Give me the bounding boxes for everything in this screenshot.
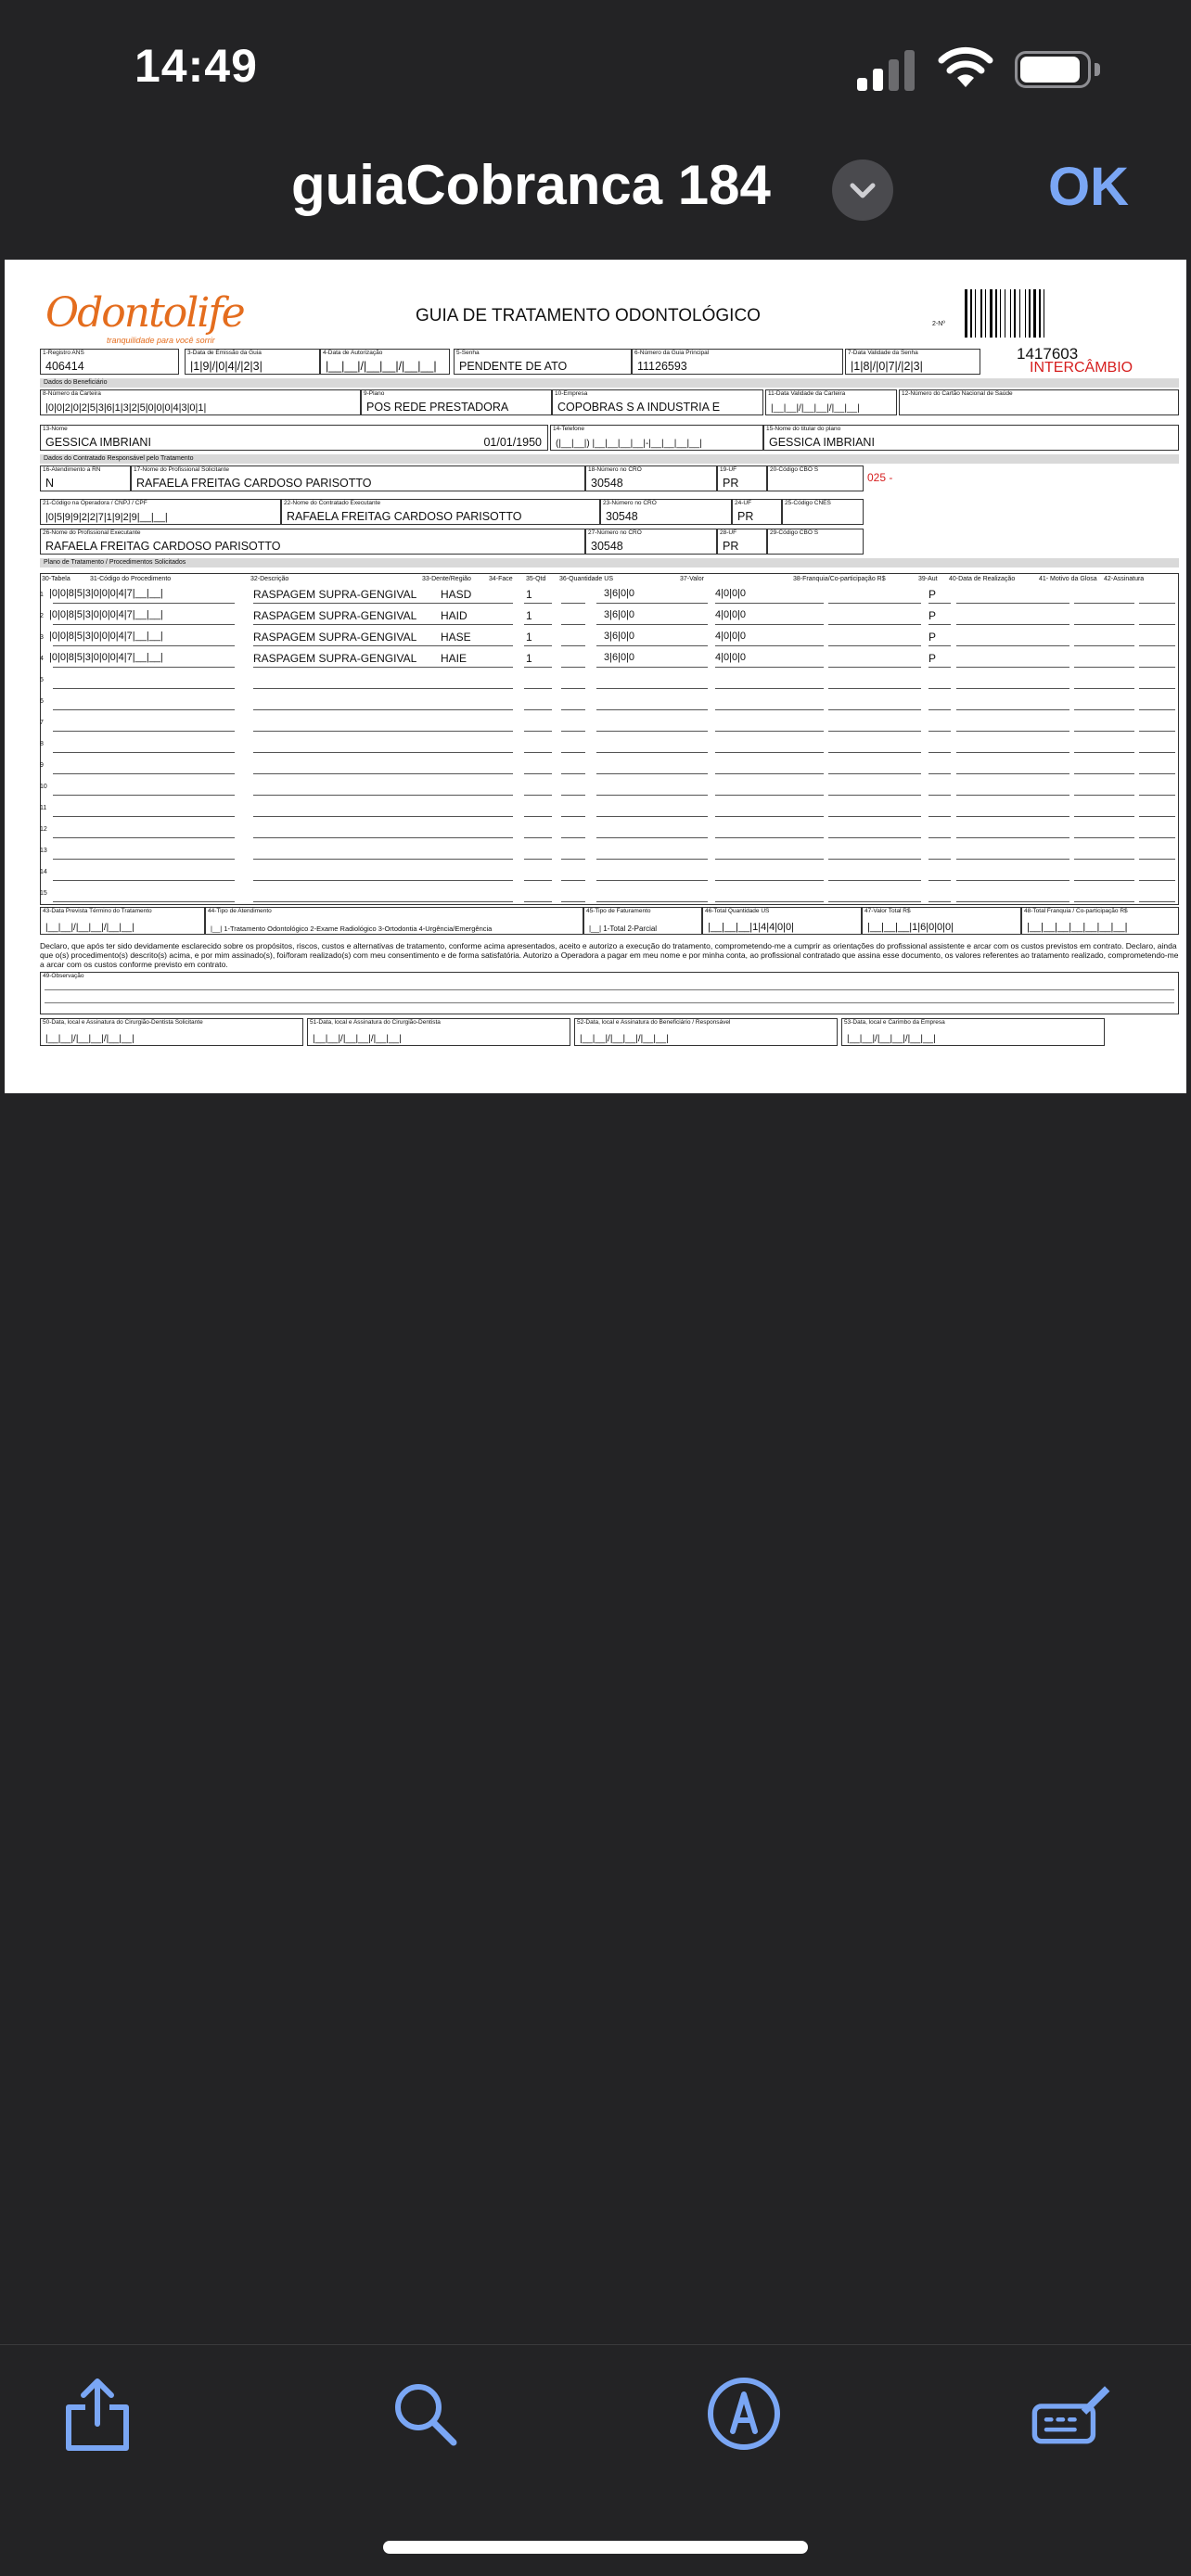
odontolife-logo: Odontolife bbox=[45, 289, 244, 337]
descricao: RASPAGEM SUPRA-GENGIVAL bbox=[253, 588, 417, 601]
wifi-icon bbox=[937, 46, 994, 89]
cellular-signal-icon bbox=[857, 48, 916, 91]
atendimento-rn-field: 16-Atendimento a RN N bbox=[40, 465, 131, 491]
row-number: 10 bbox=[40, 784, 47, 790]
tipo-faturamento-field: 45-Tipo de Faturamento |__| 1-Total 2-Parcial bbox=[583, 907, 702, 935]
assinatura-solicitante-field: 50-Data, local e Assinatura do Cirurgião-Dentista Solicitante |__|__|/|__|__|/|__|__| bbox=[40, 1018, 303, 1046]
quantidade-us: 3|6|0|0 bbox=[604, 631, 635, 642]
carimbo-empresa-field: 53-Data, local e Carimbo da Empresa |__|__|/|__|__|/|__|__| bbox=[841, 1018, 1105, 1046]
ok-button[interactable]: OK bbox=[1048, 157, 1129, 217]
tipo-atendimento-field: 44-Tipo de Atendimento |__| 1-Tratamento Odontológico 2-Exame Radiológico 3-Ortodontia 4-Urgência/Emergência bbox=[205, 907, 583, 935]
data-autorizacao-field: 4-Data de Autorização |__|__|/|__|__|/|__|__| bbox=[320, 349, 450, 375]
guia-principal-field: 6-Número da Guia Principal 11126593 bbox=[632, 349, 843, 375]
table-row bbox=[40, 863, 1179, 884]
uf-contratado-field: 24-UF PR bbox=[732, 499, 782, 525]
markup-icon[interactable] bbox=[702, 2372, 786, 2455]
total-us-field: 46-Total Quantidade US |__|__|__|1|4|4|0|0| bbox=[702, 907, 862, 935]
document-page[interactable] bbox=[5, 260, 1186, 1093]
proc-header: 34-Face bbox=[489, 576, 513, 582]
proc-header: 36-Quantidade US bbox=[559, 576, 613, 582]
cro-contratado-field: 23-Número no CRO 30548 bbox=[600, 499, 732, 525]
row-number: 5 bbox=[40, 677, 44, 683]
cartao-nacional-field: 12-Número do Cartão Nacional de Saúde bbox=[899, 389, 1179, 415]
valor: 4|0|0|0 bbox=[715, 609, 747, 620]
valor: 4|0|0|0 bbox=[715, 588, 747, 599]
validade-carteira-field: 11-Data Validade da Carteira |__|__|/|__|__|/|__|__| bbox=[765, 389, 897, 415]
descricao: RASPAGEM SUPRA-GENGIVAL bbox=[253, 631, 417, 644]
row-number: 9 bbox=[40, 762, 44, 769]
telefone-field: 14-Telefone (|__|__|) |__|__|__|__|-|__|__|__|__| bbox=[550, 425, 763, 451]
cro-executante-field: 27-Número no CRO 30548 bbox=[585, 529, 717, 555]
autorizacao: P bbox=[928, 631, 937, 644]
proc-header: 33-Dente/Região bbox=[422, 576, 471, 582]
annotate-icon[interactable] bbox=[1030, 2372, 1113, 2455]
table-row bbox=[40, 650, 1179, 670]
barcode-bar bbox=[990, 289, 992, 338]
barcode-bar bbox=[965, 289, 967, 338]
barcode-bar bbox=[975, 289, 976, 338]
proc-header: 32-Descrição bbox=[250, 576, 289, 582]
section-contratado: Dados do Contratado Responsável pelo Tratamento bbox=[40, 454, 1179, 464]
toolbar-divider bbox=[0, 2344, 1191, 2345]
row-number: 11 bbox=[40, 805, 47, 811]
cnes-field: 25-Código CNES bbox=[782, 499, 864, 525]
profissional-solicitante-field: 17-Nome do Profissional Solicitante RAFAELA FREITAG CARDOSO PARISOTTO bbox=[131, 465, 585, 491]
quantidade: 1 bbox=[526, 609, 532, 622]
empresa-field: 10-Empresa COPOBRAS S A INDUSTRIA E bbox=[552, 389, 763, 415]
chevron-down-icon bbox=[832, 159, 893, 221]
barcode-bar bbox=[970, 289, 972, 338]
intercambio-label: INTERCÂMBIO bbox=[1030, 360, 1133, 376]
barcode-bar bbox=[1000, 289, 1001, 338]
proc-header: 42-Assinatura bbox=[1104, 576, 1145, 582]
table-row bbox=[40, 799, 1179, 820]
table-row bbox=[40, 778, 1179, 798]
barcode-bar bbox=[1025, 289, 1026, 338]
guide-number-label: 2-Nº bbox=[932, 321, 945, 327]
dente-regiao: HAIE bbox=[441, 652, 467, 665]
assinatura-dentista-field: 51-Data, local e Assinatura do Cirurgião-Dentista |__|__|/|__|__|/|__|__| bbox=[307, 1018, 570, 1046]
share-icon[interactable] bbox=[56, 2372, 139, 2455]
row-number: 8 bbox=[40, 741, 44, 747]
barcode-bar bbox=[1014, 289, 1016, 338]
table-row bbox=[40, 714, 1179, 734]
registro-ans-field: 1-Registro ANS 406414 bbox=[40, 349, 179, 375]
valor: 4|0|0|0 bbox=[715, 631, 747, 642]
table-row bbox=[40, 586, 1179, 606]
cbo-solicitante-field: 20-Código CBO S bbox=[767, 465, 864, 491]
uf-executante-field: 28-UF PR bbox=[717, 529, 767, 555]
row-number: 7 bbox=[40, 720, 44, 726]
data-prevista-field: 43-Data Prevista Término do Tratamento |__|__|/|__|__|/|__|__| bbox=[40, 907, 205, 935]
table-row bbox=[40, 821, 1179, 841]
declaration-text: Declaro, que após ter sido devidamente esclarecido sobre os propósitos, riscos, custos e alternativas de tratamento, conforme acima apresentados, aceito e autorizo a execução do tratamento, comprometendo-me a cumprir as orientações do profissional assistente e arcar com os custos previstos em contrato. Declaro, ainda que o(s) procedimento(s) descrito(s) acima, e por mim assinado(s), foi/foram realizado(s) com meu consentimento e de forma satisfatória. Autorizo a Operadora a pagar em meu nome e por minha conta, ao profissional contratado que assina esse documento, os valores referentes ao tratamento realizado, comprometendo-me a arcar com os custos conforme previsto em contrato. bbox=[40, 941, 1179, 969]
quantidade-us: 3|6|0|0 bbox=[604, 652, 635, 663]
contratado-executante-field: 22-Nome do Contratado Executante RAFAELA FREITAG CARDOSO PARISOTTO bbox=[281, 499, 600, 525]
search-icon[interactable] bbox=[383, 2372, 467, 2455]
cbo-executante-field: 29-Código CBO S bbox=[767, 529, 864, 555]
dente-regiao: HAID bbox=[441, 609, 467, 622]
plano-field: 9-Plano POS REDE PRESTADORA bbox=[361, 389, 552, 415]
dente-regiao: HASD bbox=[441, 588, 472, 601]
cro-solicitante-field: 18-Número no CRO 30548 bbox=[585, 465, 717, 491]
dente-regiao: HASE bbox=[441, 631, 471, 644]
row-number: 15 bbox=[40, 890, 47, 897]
quantidade: 1 bbox=[526, 588, 532, 601]
row-number: 2 bbox=[40, 613, 44, 619]
valor: 4|0|0|0 bbox=[715, 652, 747, 663]
proc-header: 38-Franquia/Co-participação R$ bbox=[793, 576, 886, 582]
descricao: RASPAGEM SUPRA-GENGIVAL bbox=[253, 652, 417, 665]
numero-carteira-field: 8-Número da Carteira |0|0|2|0|2|5|3|6|1|3|2|5|0|0|0|4|3|0|1| bbox=[40, 389, 361, 415]
autorizacao: P bbox=[928, 652, 937, 665]
senha-field: 5-Senha PENDENTE DE ATO bbox=[454, 349, 632, 375]
table-row bbox=[40, 735, 1179, 756]
valor-total-field: 47-Valor Total R$ |__|__|__|1|6|0|0|0| bbox=[862, 907, 1021, 935]
red-code: 025 - bbox=[867, 471, 893, 484]
autorizacao: P bbox=[928, 609, 937, 622]
section-beneficiario: Dados do Beneficiário bbox=[40, 378, 1179, 388]
quantidade: 1 bbox=[526, 652, 532, 665]
quantidade: 1 bbox=[526, 631, 532, 644]
title-menu-button[interactable] bbox=[832, 159, 893, 221]
nome-field: 13-Nome GESSICA IMBRIANI 01/01/1950 bbox=[40, 425, 548, 451]
status-time: 14:49 bbox=[134, 40, 258, 92]
proc-header: 30-Tabela bbox=[42, 576, 70, 582]
barcode-bar bbox=[1019, 289, 1020, 338]
home-indicator bbox=[383, 2541, 808, 2554]
validade-senha-field: 7-Data Validade da Senha |1|8|/|0|7|/|2|3| bbox=[845, 349, 980, 375]
observacao-field: 49-Observação bbox=[40, 972, 1179, 1014]
barcode-bar bbox=[1033, 289, 1036, 338]
form-title: GUIA DE TRATAMENTO ODONTOLÓGICO bbox=[416, 306, 761, 325]
proc-header: 41- Motivo da Glosa bbox=[1039, 576, 1097, 582]
logo-tagline: tranquilidade para você sorrir bbox=[107, 336, 215, 345]
table-row bbox=[40, 885, 1179, 905]
codigo-procedimento: |0|0|8|5|3|0|0|0|4|7|__|__| bbox=[49, 652, 163, 663]
uf-solicitante-field: 19-UF PR bbox=[717, 465, 767, 491]
codigo-operadora-field: 21-Código na Operadora / CNPJ / CPF |0|5|9|9|2|2|7|1|9|2|9|__|__| bbox=[40, 499, 281, 525]
row-number: 13 bbox=[40, 848, 47, 854]
proc-header: 40-Data de Realização bbox=[949, 576, 1016, 582]
codigo-procedimento: |0|0|8|5|3|0|0|0|4|7|__|__| bbox=[49, 631, 163, 642]
barcode-bar bbox=[985, 289, 986, 338]
proc-header: 39-Aut bbox=[918, 576, 938, 582]
barcode-bar bbox=[995, 289, 997, 338]
row-number: 3 bbox=[40, 634, 44, 641]
data-emissao-field: 3-Data de Emissão da Guia |1|9|/|0|4|/|2|3| bbox=[185, 349, 320, 375]
row-number: 6 bbox=[40, 698, 44, 705]
document-title: guiaCobranca 184 bbox=[291, 154, 771, 216]
barcode bbox=[965, 289, 1076, 338]
table-row bbox=[40, 629, 1179, 649]
row-number: 14 bbox=[40, 869, 47, 875]
section-plano: Plano de Tratamento / Procedimentos Solicitados bbox=[40, 558, 1179, 567]
table-row bbox=[40, 671, 1179, 692]
row-number: 4 bbox=[40, 656, 44, 662]
table-row bbox=[40, 842, 1179, 862]
table-row bbox=[40, 607, 1179, 628]
assinatura-beneficiario-field: 52-Data, local e Assinatura do Beneficiário / Responsável |__|__|/|__|__|/|__|__| bbox=[574, 1018, 838, 1046]
guide-number: 1417603 bbox=[1017, 345, 1079, 363]
table-row bbox=[40, 757, 1179, 777]
descricao: RASPAGEM SUPRA-GENGIVAL bbox=[253, 609, 417, 622]
row-number: 1 bbox=[40, 592, 44, 598]
table-row bbox=[40, 693, 1179, 713]
barcode-bar bbox=[1029, 289, 1031, 338]
total-franquia-field: 48-Total Franquia / Co-participação R$ |__|__|__|__|__|__|__| bbox=[1021, 907, 1179, 935]
proc-header: 35-Qtd bbox=[526, 576, 546, 582]
proc-header: 31-Código do Procedimento bbox=[90, 576, 172, 582]
profissional-executante-field: 26-Nome do Profissional Executante RAFAELA FREITAG CARDOSO PARISOTTO bbox=[40, 529, 585, 555]
barcode-bar bbox=[1010, 289, 1011, 338]
codigo-procedimento: |0|0|8|5|3|0|0|0|4|7|__|__| bbox=[49, 609, 163, 620]
barcode-bar bbox=[1039, 289, 1041, 338]
proc-header: 37-Valor bbox=[680, 576, 704, 582]
barcode-bar bbox=[980, 289, 982, 338]
row-number: 12 bbox=[40, 826, 47, 833]
quantidade-us: 3|6|0|0 bbox=[604, 609, 635, 620]
battery-icon bbox=[1015, 51, 1100, 90]
autorizacao: P bbox=[928, 588, 937, 601]
quantidade-us: 3|6|0|0 bbox=[604, 588, 635, 599]
codigo-procedimento: |0|0|8|5|3|0|0|0|4|7|__|__| bbox=[49, 588, 163, 599]
titular-plano-field: 15-Nome do titular do plano GESSICA IMBRIANI bbox=[763, 425, 1179, 451]
